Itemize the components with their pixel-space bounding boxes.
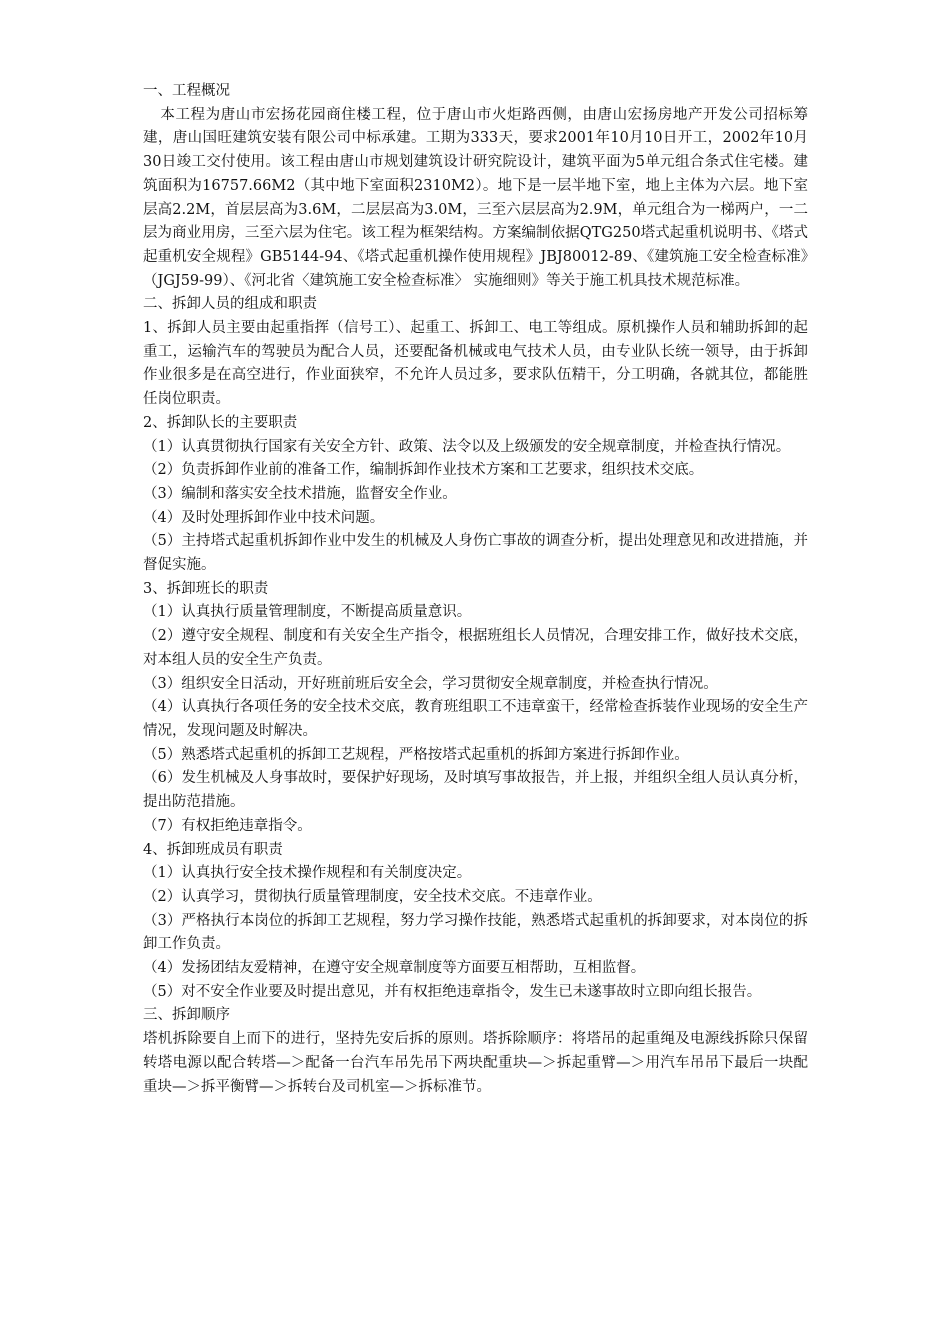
document-page xyxy=(143,80,808,1099)
list-item: （4）及时处理拆卸作业中技术问题。 xyxy=(143,509,385,526)
section-heading: 二、拆卸人员的组成和职责 xyxy=(143,296,317,313)
subheading: 4、拆卸班成员有职责 xyxy=(143,841,283,858)
paragraph: 1、拆卸人员主要由起重指挥（信号工）、起重工、拆卸工、电工等组成。原机操作人员和辅助拆卸的起重工，运输汽车的驾驶员为配合人员，还要配备机械或电气技术人员，由专业队长统一领导，由于拆卸作业很多是在高空进行，作业面狭窄，不允许人员过多，要求队伍精干，分工明确，各就其位，都能胜任岗位职责。 xyxy=(143,320,808,408)
list-item: （4）认真执行各项任务的安全技术交底，教育班组职工不违章蛮干，经常检查拆装作业现场的安全生产情况，发现问题及时解决。 xyxy=(143,699,808,739)
section-heading: 一、工程概况 xyxy=(143,83,230,99)
paragraph: 塔机拆除要自上而下的进行，坚持先安后拆的原则。塔拆除顺序：将塔吊的起重绳及电源线拆除只保留转塔电源以配合转塔—＞配备一台汽车吊先吊下两块配重块—＞拆起重臂—＞用汽车吊吊下最后一块配重块—＞拆平衡臂—＞拆转台及司机室—＞拆标准节。 xyxy=(143,1031,808,1095)
list-item: （2）负责拆卸作业前的准备工作，编制拆卸作业技术方案和工艺要求，组织技术交底。 xyxy=(143,462,704,479)
list-item: （5）对不安全作业要及时提出意见，并有权拒绝违章指令，发生已未遂事故时立即向组长报告。 xyxy=(143,983,762,1000)
list-item: （2）遵守安全规程、制度和有关安全生产指令，根据班组长人员情况，合理安排工作，做好技术交底，对本组人员的安全生产负责。 xyxy=(143,628,808,668)
list-item: （3）编制和落实安全技术措施，监督安全作业。 xyxy=(143,485,457,502)
subheading: 2、拆卸队长的主要职责 xyxy=(143,414,298,431)
list-item: （3）严格执行本岗位的拆卸工艺规程，努力学习操作技能，熟悉塔式起重机的拆卸要求，对本岗位的拆卸工作负责。 xyxy=(143,912,808,953)
list-item: （1）认真执行安全技术操作规程和有关制度决定。 xyxy=(143,865,472,882)
paragraph: 本工程为唐山市宏扬花园商住楼工程，位于唐山市火炬路西侧，由唐山宏扬房地产开发公司招标筹建，唐山国旺建筑安装有限公司中标承建。工期为333天，要求2001年10月10日开工，2002年10月30日竣工交付使用。该工程由唐山市规划建筑设计研究院设计，建筑平面为5单元组合条式住宅楼。建筑面积为16757.66M2（其中地下室面积2310M2）。地下是一层半地下室，地上主体为六层。地下室层高2.2M，首层层高为3.6M，二层层高为3.0M，三至六层层高为2.9M，单元组合为一梯两户，一二层为商业用房，三至六层为住宅。该工程为框架结构。方案编制依据QTG250塔式起重机说明书、《塔式起重机安全规程》GB5144-94、《塔式起重机操作使用规程》JBJ80012-89、《建筑施工安全检查标准》（JGJ59-99）、《河北省〈建筑施工安全检查标准〉 实施细则》等关于施工机具技术规范标准。 xyxy=(143,106,808,289)
list-item: （4）发扬团结友爱精神，在遵守安全规章制度等方面要互相帮助，互相监督。 xyxy=(143,960,646,977)
list-item: （2）认真学习，贯彻执行质量管理制度，安全技术交底。不违章作业。 xyxy=(143,888,602,905)
list-item: （3）组织安全日活动，开好班前班后安全会，学习贯彻安全规章制度，并检查执行情况。 xyxy=(143,675,718,692)
list-item: （1）认真执行质量管理制度，不断提高质量意识。 xyxy=(143,604,472,621)
list-item: （5）熟悉塔式起重机的拆卸工艺规程，严格按塔式起重机的拆卸方案进行拆卸作业。 xyxy=(143,746,689,763)
list-item: （1）认真贯彻执行国家有关安全方针、政策、法令以及上级颁发的安全规章制度，并检查执行情况。 xyxy=(143,438,791,455)
list-item: （7）有权拒绝违章指令。 xyxy=(143,817,312,834)
list-item: （5）主持塔式起重机拆卸作业中发生的机械及人身伤亡事故的调查分析，提出处理意见和改进措施，并督促实施。 xyxy=(143,533,808,574)
subheading: 3、拆卸班长的职责 xyxy=(143,580,269,597)
list-item: （6）发生机械及人身事故时，要保护好现场，及时填写事故报告，并上报，并组织全组人员认真分析，提出防范措施。 xyxy=(143,770,808,811)
section-heading: 三、拆卸顺序 xyxy=(143,1007,230,1024)
